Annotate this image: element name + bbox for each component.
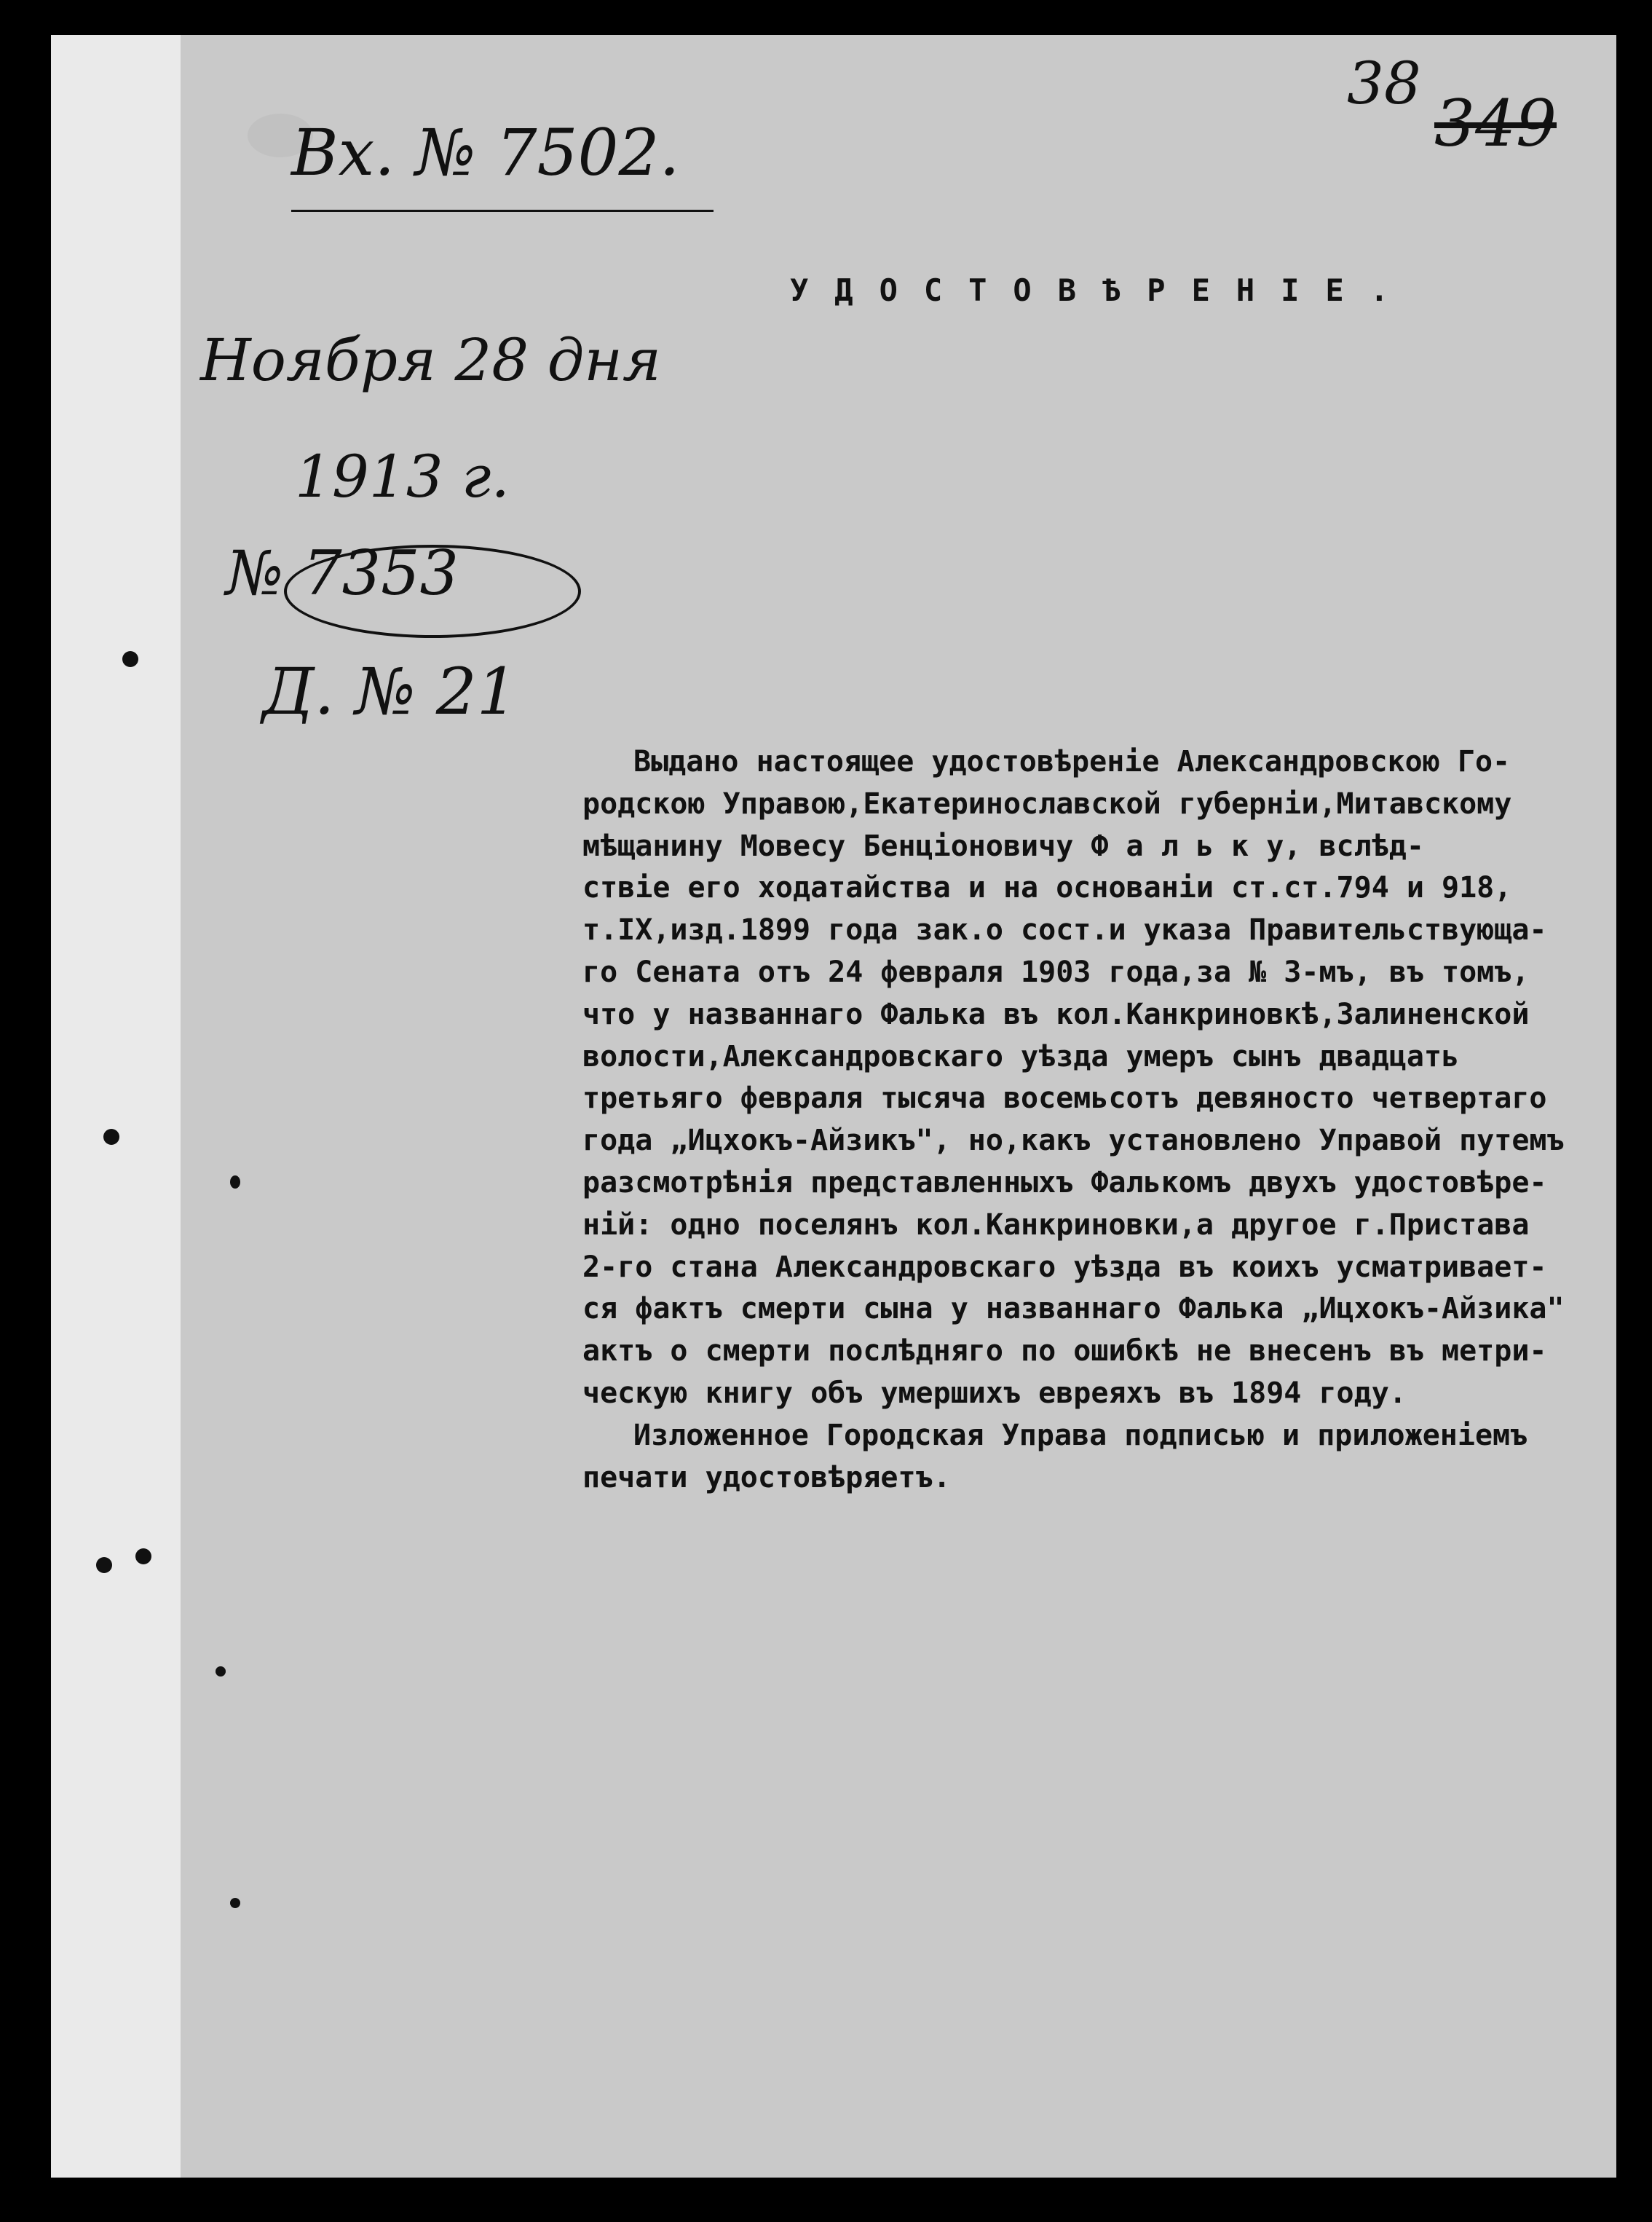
folio-number-old: 38 [1347,50,1421,117]
body-line: третьяго февраля тысяча восемьсотъ девяносто четвертаго [582,1082,1547,1116]
body-line: Выдано настоящее удостовѣреніе Александровскою Го- [633,745,1511,779]
binding-hole [122,651,138,667]
body-line: что у названнаго Фалька въ кол.Канкриновкѣ,Залиненской [582,997,1530,1031]
folio-number-new: 349 [1434,86,1557,161]
body-line: ній: одно поселянъ кол.Канкриновки,а другое г.Пристава [582,1207,1530,1242]
registration-date-line-1: Ноября 28 дня [200,326,661,394]
binding-hole [135,1548,151,1564]
document-body [582,741,1616,1499]
closing-line: Изложенное Городская Управа подписью и приложеніемъ [633,1418,1528,1452]
registration-date-line-2: 1913 г. [295,443,510,511]
body-line: го Сената отъ 24 февраля 1903 года,за № 3-мъ, въ томъ, [582,955,1530,989]
outgoing-number: № 7353 [226,537,459,609]
body-line: года „Ицхокъ-Айзикъ", но,какъ установлено Управой путемъ [582,1124,1565,1158]
case-number: Д. № 21 [262,654,518,729]
body-line: ствіе его ходатайства и на основаніи ст.ст.794 и 918, [582,871,1512,905]
left-margin-strip [51,35,181,2178]
body-line: ческую книгу объ умершихъ евреяхъ въ 1894 году. [582,1376,1407,1410]
body-line: родскою Управою,Екатеринославской губерніи,Митавскому [582,787,1512,821]
body-line: ся фактъ смерти сына у названнаго Фалька „Ицхокъ-Айзика" [582,1292,1565,1326]
binding-hole [230,1898,240,1908]
registration-underline [291,210,714,212]
binding-hole [230,1175,240,1189]
binding-hole [96,1557,112,1573]
closing-line: печати удостовѣряетъ. [582,1460,951,1494]
registration-number-mark: Вх. № 7502. [291,115,680,190]
body-line: т.IX,изд.1899 года зак.о сост.и указа Правительствующа- [582,913,1547,947]
body-line: 2-го стана Александровскаго уѣзда въ коихъ усматривает- [582,1250,1547,1284]
body-line: актъ о смерти послѣдняго по ошибкѣ не внесенъ въ метри- [582,1334,1547,1368]
body-line: мѣщанину Мовесу Бенціоновичу Ф а л ь к у, вслѣд- [582,829,1424,863]
binding-hole [216,1666,226,1677]
document-page [51,35,1616,2178]
body-line: волости,Александровскаго уѣзда умеръ сынъ двадцать [582,1039,1460,1073]
document-title: УДОСТОВѢРЕНІЕ. [790,272,1415,308]
body-line: разсмотрѣнія представленныхъ Фалькомъ двухъ удостовѣре- [582,1165,1547,1199]
binding-hole [103,1129,119,1145]
